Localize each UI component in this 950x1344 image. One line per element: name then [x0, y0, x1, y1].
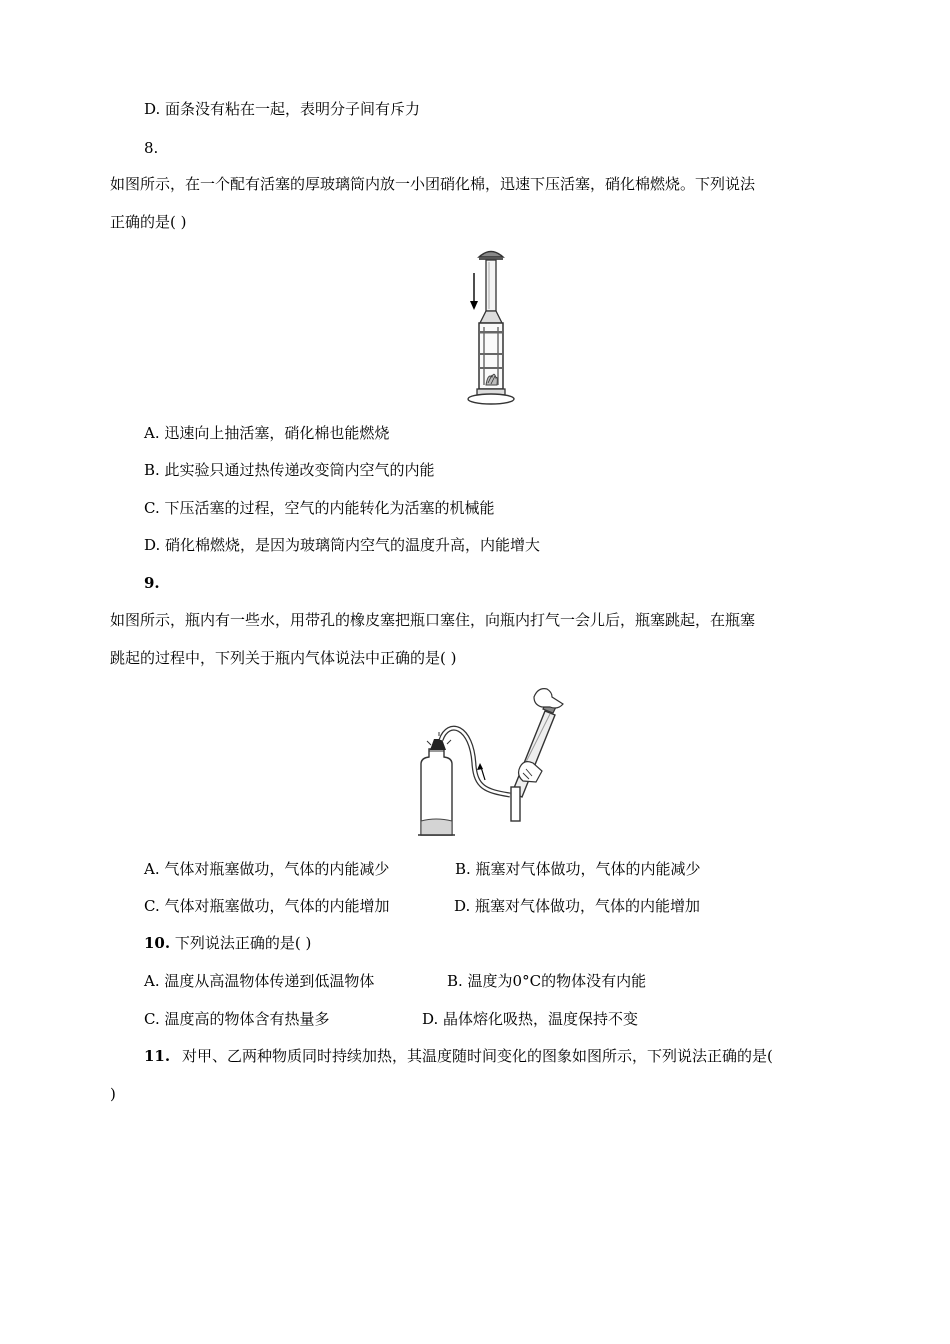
q8-number: 8. [144, 139, 159, 157]
q9-option-b: B. 瓶塞对气体做功，气体的内能减少 [455, 860, 701, 878]
q9-stem-line2: 跳起的过程中，下列关于瓶内气体说法中正确的是( ) [110, 649, 457, 667]
q10-number: 10. [144, 934, 171, 952]
q8-stem-line2: 正确的是( ) [110, 213, 187, 231]
q8-option-c: C. 下压活塞的过程，空气的内能转化为活塞的机械能 [144, 499, 495, 517]
q11-stem-line2: ) [110, 1085, 116, 1103]
upper-hand [534, 689, 563, 708]
piston-rod [486, 260, 496, 311]
q7-option-d: D. 面条没有粘在一起，表明分子间有斥力 [144, 100, 421, 118]
piston-cylinder-figure [460, 245, 522, 407]
q11-stem-line1: 对甲、乙两种物质同时持续加热，其温度随时间变化的图象如图所示，下列说法正确的是( [182, 1047, 773, 1065]
q8-option-b: B. 此实验只通过热传递改变筒内空气的内能 [144, 461, 435, 479]
q8-option-a: A. 迅速向上抽活塞，硝化棉也能燃烧 [144, 424, 390, 442]
q10-option-a: A. 温度从高温物体传递到低温物体 [144, 972, 375, 990]
q11-number: 11. [144, 1047, 171, 1065]
q8-stem-line1: 如图所示，在一个配有活塞的厚玻璃筒内放一小团硝化棉，迅速下压活塞，硝化棉燃烧。下列说法 [110, 175, 756, 193]
q9-option-c: C. 气体对瓶塞做功，气体的内能增加 [144, 897, 390, 915]
q9-option-d: D. 瓶塞对气体做功，气体的内能增加 [454, 897, 701, 915]
piston-knob [479, 252, 503, 258]
pump-tube [512, 711, 555, 797]
lower-hand [519, 762, 542, 782]
q10-stem [144, 933, 311, 953]
q10-option-d: D. 晶体熔化吸热，温度保持不变 [422, 1010, 639, 1028]
bottle-pump-figure [410, 683, 570, 840]
q9-number: 9. [144, 574, 160, 592]
q9-option-a: A. 气体对瓶塞做功，气体的内能减少 [144, 860, 390, 878]
air-flow-arrow-head [477, 763, 483, 770]
rubber-stopper [430, 739, 446, 750]
base-plate [468, 394, 514, 404]
down-arrow-head [470, 301, 478, 310]
cylinder-top [480, 311, 502, 323]
q10-option-b: B. 温度为0°C的物体没有内能 [447, 972, 647, 990]
q10-stem-text: 下列说法正确的是( ) [174, 934, 312, 952]
water [421, 819, 452, 835]
pump-base-tube [511, 787, 520, 821]
q10-option-c: C. 温度高的物体含有热量多 [144, 1010, 330, 1028]
q8-option-d: D. 硝化棉燃烧，是因为玻璃筒内空气的温度升高，内能增大 [144, 536, 541, 554]
q9-stem-line1: 如图所示，瓶内有一些水，用带孔的橡皮塞把瓶口塞住，向瓶内打气一会儿后，瓶塞跳起，在瓶塞 [110, 611, 756, 629]
